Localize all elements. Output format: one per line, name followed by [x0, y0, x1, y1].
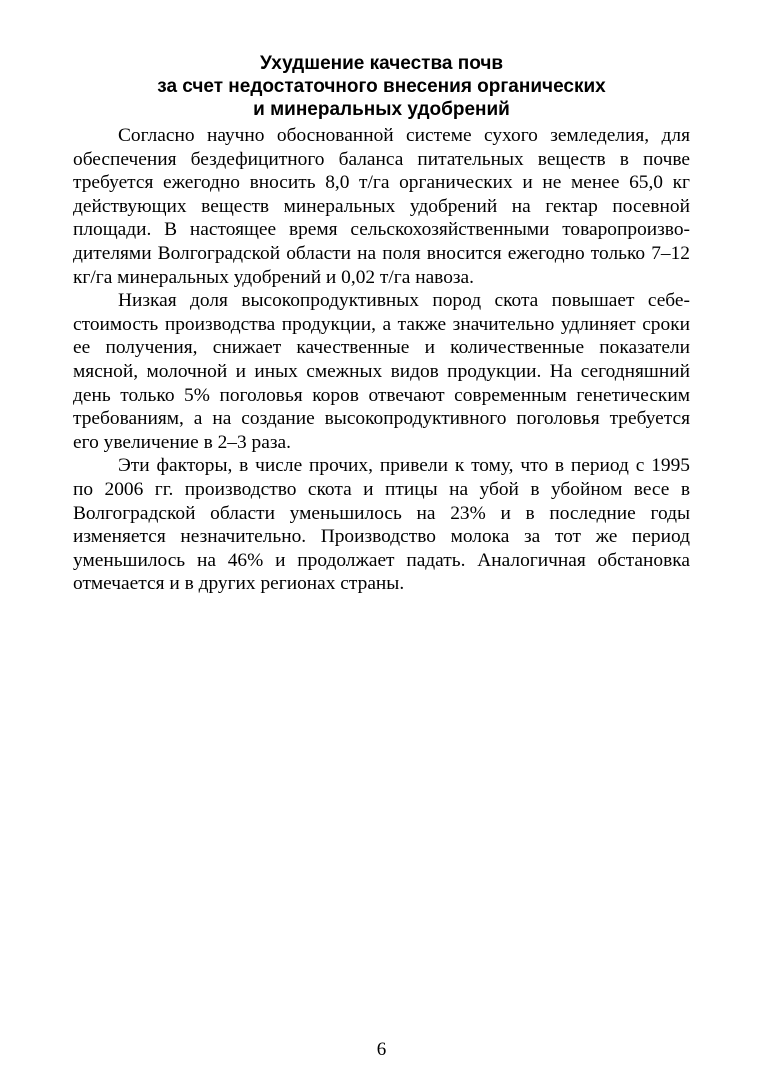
paragraph-livestock-breeds: Низкая доля высокопродуктивных пород скота повышает себестоимость производства продукции, а также значительно удлиняет сроки ее получения, снижает качественные и количественные показатели мясной, молочной и иных смежных видов продукции. На сегодняшний день только 5% поголовья коров отвечают современным генетическим требованиям, а на создание высокопродуктивного поголовья требуется его увеличение в 2–3 раза. [73, 290, 690, 453]
section-title-line-2: за счет недостаточного внесения органических [157, 76, 606, 97]
section-title-line-1: Ухудшение качества почв [259, 53, 504, 74]
page-number: 6 [376, 1039, 387, 1060]
paragraph-production-decline: Эти факторы, в числе прочих, привели к тому, что в период с 1995 по 2006 гг. производство скота и птицы на убой в убойном весе в Волгоградской области уменьшилось на 23% и в последние годы изменяется незначительно. Производство молока за тот же период уменьшилось на 46% и продолжает падать. Аналогичная обстановка отмечается и в других регионах страны. [73, 455, 690, 595]
body-text [73, 124, 690, 596]
section-title [73, 52, 690, 121]
paragraph-fertilizer-balance: Согласно научно обоснованной системе сухого земледелия, для обеспечения бездефицитного баланса питательных веществ в почве требуется ежегодно вносить 8,0 т/га органических и не менее 65,0 кг действующих веществ минеральных удобрений на гектар посевной площади. В настоящее время сельскохозяйственными товаропроизводителями Волгоградской области на поля вносится ежегодно только 7–12 кг/га минеральных удобрений и 0,02 т/га навоза. [73, 125, 690, 288]
section-title-line-3: и минеральных удобрений [253, 99, 510, 120]
document-page [73, 52, 690, 596]
